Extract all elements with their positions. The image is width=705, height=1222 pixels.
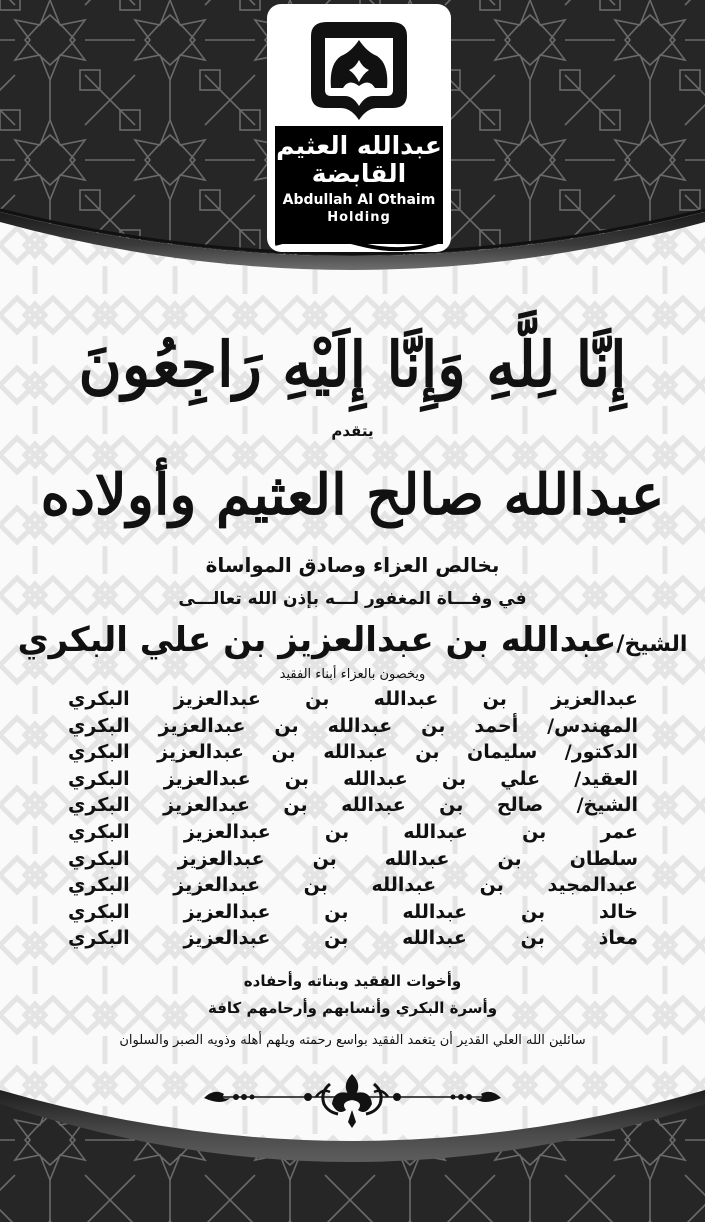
deceased-name: عبدالله بن عبدالعزيز بن علي البكري bbox=[17, 620, 617, 660]
condolence-line-2: في وفـــاة المغفور لـــه بإذن الله تعالـــى bbox=[178, 589, 527, 609]
deceased-heading bbox=[0, 616, 705, 669]
list-item: عبدالمجيد بن عبدالله بن عبدالعزيز البكري bbox=[68, 874, 638, 897]
prayer-line: سائلين الله العلي القدير أن يتغمد الفقيد بواسع رحمته ويلهم أهله وذويه الصبر والسلوان bbox=[119, 1033, 586, 1048]
list-item: معاذ بن عبدالله بن عبدالعزيز البكري bbox=[68, 927, 638, 950]
list-item: العقيد/ علي بن عبدالله بن عبدالعزيز البكري bbox=[68, 767, 638, 790]
condolence-line-1: بخالص العزاء وصادق المواساة bbox=[205, 553, 500, 577]
presenter-name: عبدالله صالح العثيم وأولاده bbox=[40, 462, 665, 528]
list-item: عمر بن عبدالله بن عبدالعزيز البكري bbox=[68, 820, 638, 843]
list-item: عبدالعزيز بن عبدالله بن عبدالعزيز البكري bbox=[68, 688, 638, 710]
list-item: الشيخ/ صالح بن عبدالله بن عبدالعزيز البكري bbox=[68, 794, 638, 817]
sons-list bbox=[68, 686, 638, 952]
logo-arabic-holding: القابضة bbox=[311, 159, 407, 188]
logo-arabic-name: عبدالله العثيم bbox=[276, 131, 442, 160]
quran-verse: إِنَّا لِلَّهِ وَإِنَّا إِلَيْهِ رَاجِعُونَ bbox=[78, 328, 627, 401]
list-item: الدكتور/ سليمان بن عبدالله بن عبدالعزيز البكري bbox=[68, 741, 638, 764]
list-item: المهندس/ أحمد بن عبدالله بن عبدالعزيز البكري bbox=[68, 714, 638, 737]
presents-label: يتقدم bbox=[331, 422, 374, 440]
sons-intro: ويخصون بالعزاء أبناء الفقيد bbox=[279, 667, 426, 682]
logo-english-holding: Holding bbox=[327, 210, 391, 225]
list-item: خالد بن عبدالله بن عبدالعزيز البكري bbox=[68, 900, 638, 923]
list-item: سلطان بن عبدالله بن عبدالعزيز البكري bbox=[68, 847, 638, 870]
deceased-title: الشيخ/ bbox=[616, 632, 688, 657]
logo-english-name: Abdullah Al Othaim bbox=[282, 192, 436, 208]
ornament-divider-icon bbox=[200, 1070, 505, 1130]
family-line-2: وأسرة البكري وأنسابهم وأرحامهم كافة bbox=[207, 999, 498, 1017]
family-line-1: وأخوات الفقيد وبناته وأحفاده bbox=[243, 972, 462, 990]
